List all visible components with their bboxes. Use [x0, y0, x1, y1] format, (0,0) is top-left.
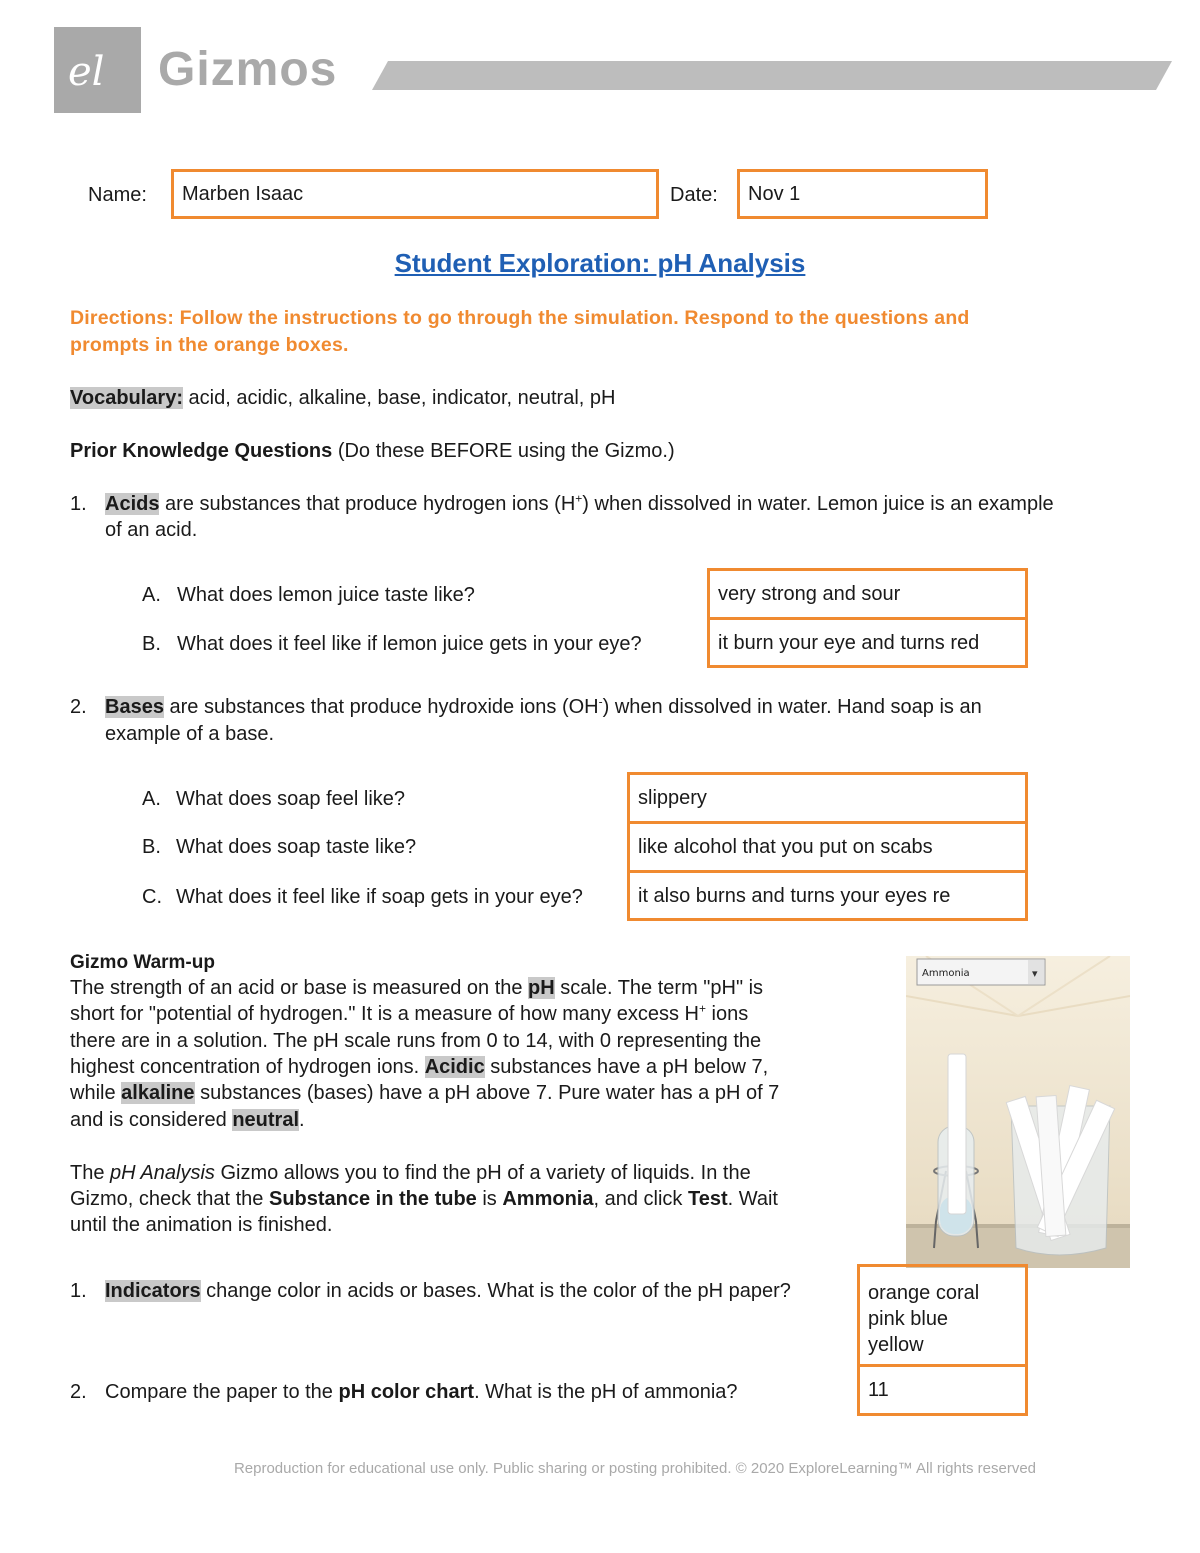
ammonia: Ammonia	[502, 1188, 594, 1210]
wq1-answer-box[interactable]	[857, 1264, 1028, 1367]
prior-heading: Prior Knowledge Questions	[70, 440, 333, 462]
q2c-label: C.	[142, 886, 162, 908]
warmup-p1-l2-sup: +	[698, 1001, 706, 1016]
q1a-answer-box[interactable]	[707, 568, 1028, 620]
q2-text-b: ) when dissolved in water. Hand soap is an	[602, 696, 982, 718]
gizmo-screenshot	[906, 956, 1130, 1268]
el-logo-icon	[54, 27, 141, 113]
warmup-p1-l2-a: short for "potential of hydrogen." It is a measure of how many excess H	[70, 1003, 699, 1025]
name-value: Marben Isaac	[182, 183, 304, 205]
wq1-text	[105, 1278, 791, 1304]
footer-copyright: Reproduction for educational use only. Public sharing or posting prohibited. © 2020 ExploreLearning™ All rights reserved	[233, 1460, 1037, 1477]
warmup-p2-line-1	[70, 1160, 751, 1186]
q1-line-2: of an acid.	[105, 519, 198, 541]
q1-term: Acids	[105, 493, 160, 515]
gizmo-name: pH Analysis	[110, 1162, 215, 1184]
q2a-label: A.	[142, 788, 161, 810]
term-acidic: Acidic	[424, 1056, 485, 1078]
q2-sup: -	[598, 694, 603, 709]
wq2-text	[105, 1379, 738, 1405]
q1b-question: What does it feel like if lemon juice gets in your eye?	[177, 633, 642, 655]
vocabulary-label: Vocabulary:	[70, 387, 183, 409]
warmup-p2-l2-a: Gizmo, check that the	[70, 1188, 269, 1210]
warmup-p2-l2-c: is	[476, 1188, 503, 1210]
warmup-p1-line-3: there are in a solution. The pH scale runs from 0 to 14, with 0 representing the	[70, 1030, 762, 1052]
q2-number: 2.	[70, 696, 87, 718]
warmup-p1-line-5	[70, 1080, 779, 1106]
explorelearning-logo	[54, 27, 141, 113]
q2b-answer-box[interactable]	[627, 821, 1028, 873]
warmup-p1-line-4	[70, 1054, 768, 1080]
date-value: Nov 1	[748, 183, 801, 205]
q2b-answer: like alcohol that you put on scabs	[638, 836, 933, 858]
name-field[interactable]	[171, 169, 659, 219]
warmup-p1-l1-b: scale. The term "pH" is	[554, 977, 764, 999]
warmup-p2-l1-b: Gizmo allows you to find the pH of a variety of liquids. In the	[214, 1162, 751, 1184]
q2a-question: What does soap feel like?	[176, 788, 406, 810]
q2c-answer-box[interactable]	[627, 870, 1028, 921]
warmup-p1-line-6	[70, 1107, 305, 1133]
term-alkaline: alkaline	[121, 1082, 195, 1104]
q1b-answer: it burn your eye and turns red	[718, 631, 980, 654]
q1a-question: What does lemon juice taste like?	[177, 584, 475, 606]
warmup-p2-line-3: until the animation is finished.	[70, 1214, 333, 1236]
warmup-p1-line-1	[70, 975, 763, 1001]
wq2-text-b: . What is the pH of ammonia?	[474, 1381, 738, 1403]
q2-line-2: example of a base.	[105, 723, 274, 745]
q1a-label: A.	[142, 584, 161, 606]
warmup-p1-l4-b: substances have a pH below 7,	[484, 1056, 769, 1078]
q1-number: 1.	[70, 493, 87, 515]
q2a-answer: slippery	[638, 787, 707, 809]
warmup-p1-line-2	[70, 1001, 748, 1027]
q1-sup: +	[575, 491, 583, 506]
test-tube-illustration	[906, 956, 1130, 1268]
wq1-number: 1.	[70, 1280, 87, 1302]
warmup-p1-l5-a: while	[70, 1082, 122, 1104]
warmup-p2-l1-a: The	[70, 1162, 111, 1184]
vocabulary	[70, 385, 615, 411]
ph-color-chart: pH color chart	[338, 1381, 475, 1403]
q1b-answer-box[interactable]	[707, 617, 1028, 668]
q1b-label: B.	[142, 633, 161, 655]
wq1-question: change color in acids or bases. What is the color of the pH paper?	[200, 1280, 791, 1302]
wq1-answer-line-3: yellow	[868, 1334, 924, 1356]
wq2-text-a: Compare the paper to the	[105, 1381, 339, 1403]
warmup-p2-line-2	[70, 1186, 778, 1212]
q2c-answer: it also burns and turns your eyes re	[638, 884, 951, 907]
warmup-p1-l5-b: substances (bases) have a pH above 7. Pure water has a pH of 7	[194, 1082, 780, 1104]
name-label: Name:	[88, 184, 147, 206]
prior-knowledge-heading	[70, 438, 675, 464]
substance-dropdown-value[interactable]: Ammonia	[922, 968, 970, 979]
warmup-p2-l2-d: , and click	[593, 1188, 688, 1210]
wq2-answer-box[interactable]	[857, 1364, 1028, 1416]
page-title: Student Exploration: pH Analysis	[394, 248, 806, 278]
wq2-number: 2.	[70, 1381, 87, 1403]
q1-text-b: ) when dissolved in water. Lemon juice is an example	[582, 493, 1054, 515]
q2b-question: What does soap taste like?	[176, 836, 417, 858]
q1-text-a: are substances that produce hydrogen ions (H	[159, 493, 576, 515]
date-label: Date:	[670, 184, 718, 206]
warmup-p1-l2-b: ions	[705, 1003, 749, 1025]
prior-note: (Do these BEFORE using the Gizmo.)	[332, 440, 675, 462]
term-ph: pH	[528, 977, 555, 999]
warmup-p1-l6-a: and is considered	[70, 1109, 233, 1131]
warmup-p1-l4-a: highest concentration of hydrogen ions.	[70, 1056, 425, 1078]
svg-text:el: el	[68, 49, 105, 95]
q2-text	[105, 694, 982, 720]
q2-text-a: are substances that produce hydroxide ions (OH	[163, 696, 599, 718]
q1a-answer: very strong and sour	[718, 583, 901, 605]
wq1-answer-line-1: orange coral	[868, 1282, 980, 1304]
wq1-answer-line-2: pink blue	[868, 1308, 949, 1330]
warmup-p2-l2-e: . Wait	[727, 1188, 778, 1210]
q2b-label: B.	[142, 836, 161, 858]
q2a-answer-box[interactable]	[627, 772, 1028, 824]
warmup-p1-l6-b: .	[299, 1109, 305, 1131]
test-word: Test	[687, 1188, 728, 1210]
wq2-answer: 11	[868, 1379, 889, 1401]
term-neutral: neutral	[232, 1109, 300, 1131]
directions-line-1: Directions: Follow the instructions to go through the simulation. Respond to the questions and	[70, 307, 970, 329]
dropdown-arrow-icon: ▾	[1032, 967, 1038, 980]
directions-line-2: prompts in the orange boxes.	[70, 334, 349, 356]
date-field[interactable]	[737, 169, 988, 219]
q1-text	[105, 491, 1054, 517]
warmup-heading: Gizmo Warm-up	[70, 952, 215, 973]
substance-in-tube: Substance in the tube	[268, 1188, 477, 1210]
warmup-p1-l1-a: The strength of an acid or base is measured on the	[70, 977, 529, 999]
q2-term: Bases	[105, 696, 164, 718]
header-bar	[372, 61, 1172, 90]
term-indicators: Indicators	[105, 1280, 201, 1302]
vocabulary-text: acid, acidic, alkaline, base, indicator, neutral, pH	[183, 387, 616, 409]
brand-wordmark: Gizmos	[158, 43, 338, 96]
q2c-question: What does it feel like if soap gets in your eye?	[176, 886, 583, 908]
